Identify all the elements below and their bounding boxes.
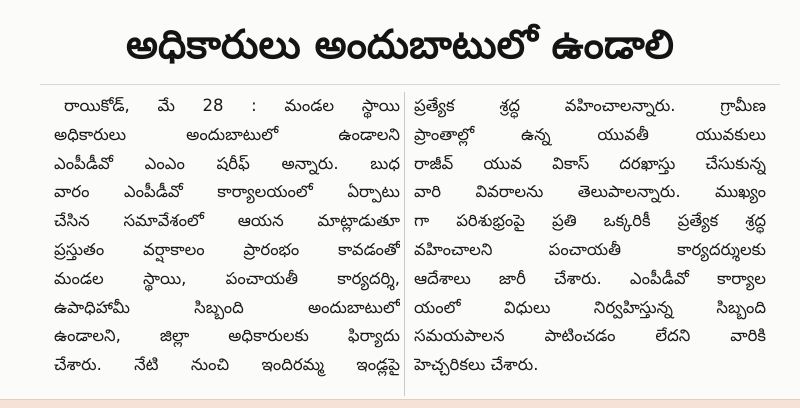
article-line: ప్రస్తుతం వర్షాకాలం ప్రారంభం కావడంతో [54, 239, 400, 259]
article-column-right [414, 92, 766, 380]
article-line: ఉండాలని, జిల్లా అధికారులకు ఫిర్యాదు [54, 326, 400, 346]
article-line: వహించాలని పంచాయతీ కార్యదర్శులకు [414, 239, 766, 259]
article-line: సమయపాలన పాటించడం లేదని వారికి [414, 326, 766, 346]
column-divider [404, 92, 405, 396]
article-line: మండల స్థాయి, పంచాయతీ కార్యదర్శి, [54, 268, 400, 288]
article-line: రాజీవ్ యువ వికాస్ దరఖాస్తు చేసుకున్న [414, 153, 766, 173]
article-line: వారి వివరాలను తెలుపాలన్నారు. ముఖ్యం [414, 182, 766, 202]
article-line: వారం ఎంపీడీవో కార్యాలయంలో ఏర్పాటు [54, 182, 400, 202]
headline-divider [40, 84, 780, 85]
article-line: ప్రాంతాల్లో ఉన్న యువతీ యువకులు [414, 124, 766, 144]
article-line: రాయికోడ్, మే 28 : మండల స్థాయి [64, 96, 400, 115]
article-line: చేసిన సమావేశంలో ఆయన మాట్లాడుతూ [54, 211, 400, 231]
article-line: యంలో విధులు నిర్వహిస్తున్న సిబ్బంది [414, 297, 766, 317]
article-line: ఎంపీడీవో ఎంఎం షరీఫ్ అన్నారు. బుధ [54, 153, 400, 173]
article-line: హెచ్చరికలు చేశారు. [414, 355, 539, 375]
article-line: ఉపాధిహామీ సిబ్బంది అందుబాటులో [54, 297, 400, 317]
headline: అధికారులు అందుబాటులో ఉండాలి [126, 22, 674, 68]
article-column-left [54, 92, 400, 380]
article-line: అధికారులు అందుబాటులో ఉండాలని [54, 124, 400, 144]
bottom-strip [0, 400, 800, 408]
article-line: గా పరిశుభ్రంపై ప్రతి ఒక్కరికీ ప్రత్యేక శ్రద్ధ [414, 211, 766, 231]
article-line: ప్రత్యేక శ్రద్ధ వహించాలన్నారు. గ్రామీణ [414, 96, 766, 115]
article-line: ఆదేశాలు జారీ చేశారు. ఎంపీడీవో కార్యాల [414, 268, 766, 288]
article-line: చేశారు. నేటి నుంచి ఇందిరమ్మ ఇండ్లపై [54, 355, 400, 375]
